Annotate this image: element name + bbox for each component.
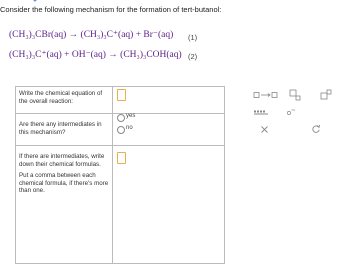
comma-instruction-label: Put a comma between each chemical formula, if there's more than one. (19, 172, 109, 194)
superscript-icon[interactable] (320, 89, 332, 101)
chevron-down-icon[interactable] (30, 0, 40, 2)
no-radio[interactable] (117, 126, 125, 134)
charge-icon[interactable] (286, 107, 296, 117)
equation-1: (CH₃)₃CBr(aq) → (CH₃)₃C⁺(aq) + Br⁻(aq) (9, 30, 174, 40)
overall-reaction-label: Write the chemical equation of the overall reaction: (19, 90, 103, 105)
arrow-template-icon[interactable] (253, 91, 279, 99)
yes-radio[interactable] (117, 114, 125, 122)
equation-2-number: (2) (188, 52, 198, 61)
row-divider (15, 145, 224, 146)
clear-icon[interactable] (260, 125, 269, 134)
column-divider (112, 86, 113, 263)
question-prompt: Consider the following mechanism for the formation of tert-butanol: (0, 5, 222, 14)
intermediates-formula-label: If there are intermediates, write down their chemical formulas. (19, 153, 105, 168)
undo-icon[interactable] (311, 124, 321, 134)
yes-radio-label: yes (126, 113, 136, 119)
dots-icon[interactable] (253, 110, 271, 116)
equation-1-number: (1) (188, 33, 198, 42)
subscript-icon[interactable] (289, 89, 301, 101)
intermediates-question-label: Are there any intermediates in this mechanism? (19, 121, 102, 136)
intermediates-formula-input[interactable] (117, 152, 126, 164)
equation-2: (CH₃)₃C⁺(aq) + OH⁻(aq) → (CH₃)₃COH(aq) (9, 50, 182, 60)
no-radio-label: no (126, 125, 133, 131)
overall-reaction-input[interactable] (117, 89, 126, 101)
